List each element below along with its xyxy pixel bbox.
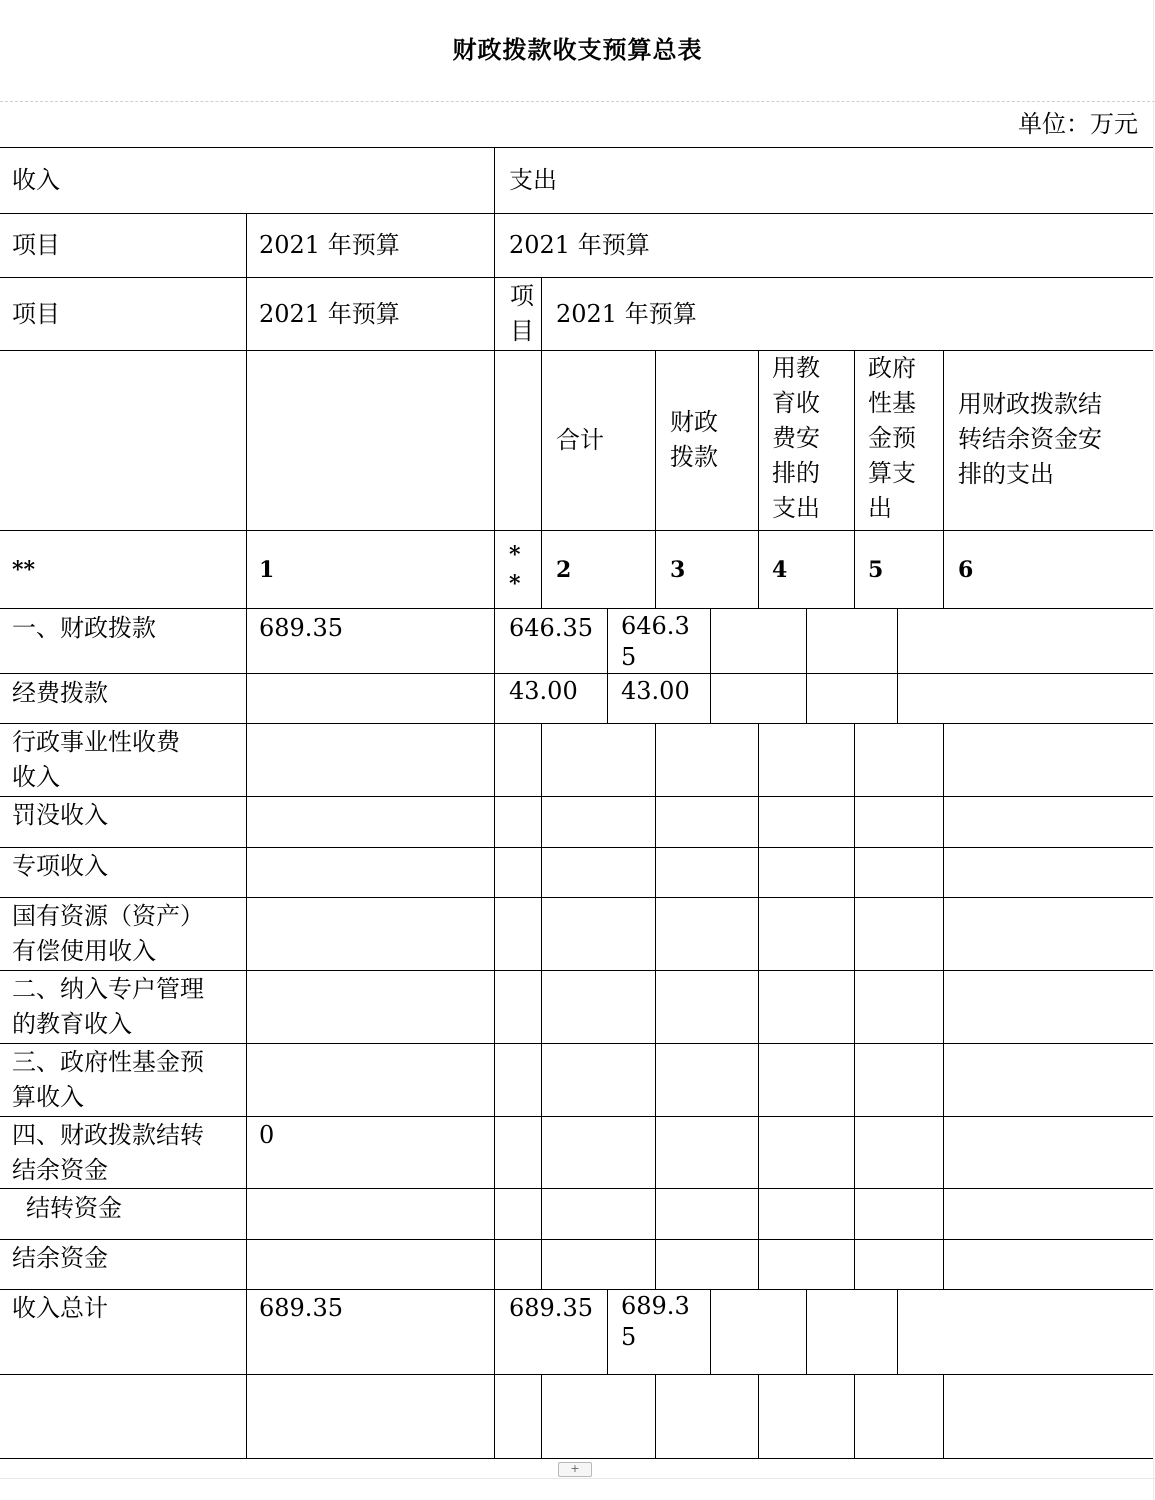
row-label bbox=[12, 899, 204, 969]
grid-line bbox=[0, 1458, 1154, 1459]
header-text-line: 算支 bbox=[868, 459, 916, 487]
header-text-line: 政府 bbox=[868, 354, 916, 382]
grid-line bbox=[494, 147, 495, 1459]
expenditure-header: 支出 bbox=[509, 166, 557, 194]
value-text-line: 5 bbox=[621, 1323, 637, 1351]
grid-line bbox=[943, 723, 944, 1289]
fiscal-value: 43.00 bbox=[621, 677, 690, 705]
header-text-line: 性基 bbox=[868, 389, 916, 417]
grid-line bbox=[541, 277, 542, 608]
grid-line bbox=[0, 1116, 1154, 1117]
grid-line bbox=[758, 350, 759, 608]
grid-line bbox=[607, 1289, 608, 1374]
grid-line bbox=[0, 1289, 1154, 1290]
grid-line bbox=[0, 1188, 1154, 1189]
label-text-line: 二、纳入专户管理 bbox=[12, 975, 204, 1003]
grid-line bbox=[541, 723, 542, 1289]
fiscal-value bbox=[621, 611, 690, 673]
index-cell: ** bbox=[12, 557, 36, 583]
grid-line bbox=[0, 1239, 1154, 1240]
expenditure-budget-header: 2021 年预算 bbox=[556, 300, 697, 328]
grid-line bbox=[0, 530, 1154, 531]
grid-line bbox=[0, 970, 1154, 971]
header-text-line: 财政 bbox=[670, 408, 718, 436]
grid-line bbox=[897, 608, 898, 723]
index-cell: 2 bbox=[556, 557, 572, 583]
grid-line bbox=[854, 1374, 855, 1459]
header-text-line: 项 bbox=[510, 282, 534, 310]
grid-line bbox=[758, 723, 759, 1289]
grid-line bbox=[897, 1289, 898, 1374]
expenditure-budget-header: 2021 年预算 bbox=[509, 231, 650, 259]
row-label bbox=[12, 1045, 204, 1115]
grid-line bbox=[0, 608, 1154, 609]
total-value: 646.35 bbox=[509, 614, 593, 642]
grid-line bbox=[246, 213, 247, 1459]
row-label bbox=[12, 1118, 204, 1188]
income-budget-header: 2021 年预算 bbox=[259, 300, 400, 328]
grid-line bbox=[0, 1374, 1154, 1375]
value-text-line: 646.3 bbox=[621, 612, 690, 640]
header-text-line: 目 bbox=[510, 317, 534, 345]
grid-line bbox=[710, 608, 711, 723]
label-text-line: 四、财政拨款结转 bbox=[12, 1121, 204, 1149]
education-fee-header bbox=[772, 351, 820, 526]
grid-line bbox=[0, 897, 1154, 898]
header-text-line: 支出 bbox=[772, 494, 820, 522]
gov-fund-header bbox=[868, 351, 916, 526]
income-value: 689.35 bbox=[259, 1294, 343, 1322]
total-value: 689.35 bbox=[509, 1294, 593, 1322]
grid-line bbox=[0, 1043, 1154, 1044]
row-label: 结转资金 bbox=[26, 1194, 122, 1222]
fiscal-appropriation-header bbox=[670, 405, 718, 475]
index-cell: 3 bbox=[670, 557, 686, 583]
header-text-line: 拨款 bbox=[670, 443, 718, 471]
grid-line bbox=[607, 608, 608, 723]
grid-line bbox=[0, 213, 1154, 214]
grid-line bbox=[0, 277, 1154, 278]
income-value: 689.35 bbox=[259, 614, 343, 642]
index-text-line: * bbox=[509, 571, 521, 597]
header-text-line: 费安 bbox=[772, 424, 820, 452]
row-label bbox=[12, 725, 180, 795]
grid-line bbox=[943, 1374, 944, 1459]
header-text-line: 转结余资金安 bbox=[958, 425, 1102, 453]
header-text-line: 用教 bbox=[772, 354, 820, 382]
income-budget-header: 2021 年预算 bbox=[259, 231, 400, 259]
grid-line bbox=[710, 1289, 711, 1374]
grid-line bbox=[0, 796, 1154, 797]
row-label: 罚没收入 bbox=[12, 801, 108, 829]
grid-line bbox=[806, 1289, 807, 1374]
label-text-line: 的教育收入 bbox=[12, 1010, 132, 1038]
expenditure-item-header bbox=[510, 279, 534, 349]
index-text-line: * bbox=[509, 542, 521, 568]
grid-line bbox=[806, 608, 807, 723]
header-separator bbox=[0, 101, 1155, 102]
header-text-line: 出 bbox=[868, 494, 892, 522]
grid-line bbox=[854, 350, 855, 608]
document-title: 财政拨款收支预算总表 bbox=[452, 35, 703, 64]
total-header: 合计 bbox=[556, 426, 604, 454]
label-text-line: 行政事业性收费 bbox=[12, 728, 180, 756]
grid-line bbox=[758, 1374, 759, 1459]
income-value: 0 bbox=[259, 1121, 275, 1149]
index-cell: 5 bbox=[868, 557, 884, 583]
row-label: 收入总计 bbox=[12, 1294, 108, 1322]
grid-line bbox=[655, 350, 656, 608]
label-text-line: 算收入 bbox=[12, 1083, 84, 1111]
header-text-line: 育收 bbox=[772, 389, 820, 417]
page-right-edge bbox=[1153, 0, 1154, 1500]
grid-line bbox=[541, 1374, 542, 1459]
add-row-button[interactable] bbox=[558, 1462, 592, 1477]
header-text-line: 用财政拨款结 bbox=[958, 390, 1102, 418]
index-cell: 4 bbox=[772, 557, 788, 583]
item-header: 项目 bbox=[12, 231, 60, 259]
total-value: 43.00 bbox=[509, 677, 578, 705]
index-cell: 1 bbox=[259, 557, 275, 583]
item-header: 项目 bbox=[12, 300, 60, 328]
label-text-line: 国有资源（资产） bbox=[12, 902, 204, 930]
value-text-line: 5 bbox=[621, 643, 637, 671]
label-text-line: 有偿使用收入 bbox=[12, 937, 156, 965]
plus-icon: + bbox=[570, 1462, 580, 1475]
grid-line bbox=[655, 723, 656, 1289]
grid-line bbox=[0, 350, 1154, 351]
index-cell: 6 bbox=[958, 557, 974, 583]
row-label: 经费拨款 bbox=[12, 679, 108, 707]
income-header: 收入 bbox=[12, 166, 60, 194]
row-label: 结余资金 bbox=[12, 1244, 108, 1272]
carryover-header bbox=[958, 387, 1102, 492]
grid-line bbox=[0, 723, 1154, 724]
label-text-line: 结余资金 bbox=[12, 1156, 108, 1184]
grid-line bbox=[854, 723, 855, 1289]
header-text-line: 金预 bbox=[868, 424, 916, 452]
grid-line bbox=[655, 1374, 656, 1459]
grid-line bbox=[943, 350, 944, 608]
label-text-line: 收入 bbox=[12, 763, 60, 791]
page-bottom-border bbox=[0, 1478, 1155, 1479]
fiscal-value bbox=[621, 1291, 690, 1353]
value-text-line: 689.3 bbox=[621, 1292, 690, 1320]
row-label bbox=[12, 972, 204, 1042]
label-text-line: 三、政府性基金预 bbox=[12, 1048, 204, 1076]
row-label: 专项收入 bbox=[12, 852, 108, 880]
index-cell bbox=[509, 541, 521, 599]
header-text-line: 排的 bbox=[772, 459, 820, 487]
row-label: 一、财政拨款 bbox=[12, 614, 156, 642]
grid-line bbox=[0, 147, 1154, 148]
unit-label: 单位：万元 bbox=[1018, 110, 1138, 138]
header-text-line: 排的支出 bbox=[958, 460, 1054, 488]
grid-line bbox=[0, 847, 1154, 848]
